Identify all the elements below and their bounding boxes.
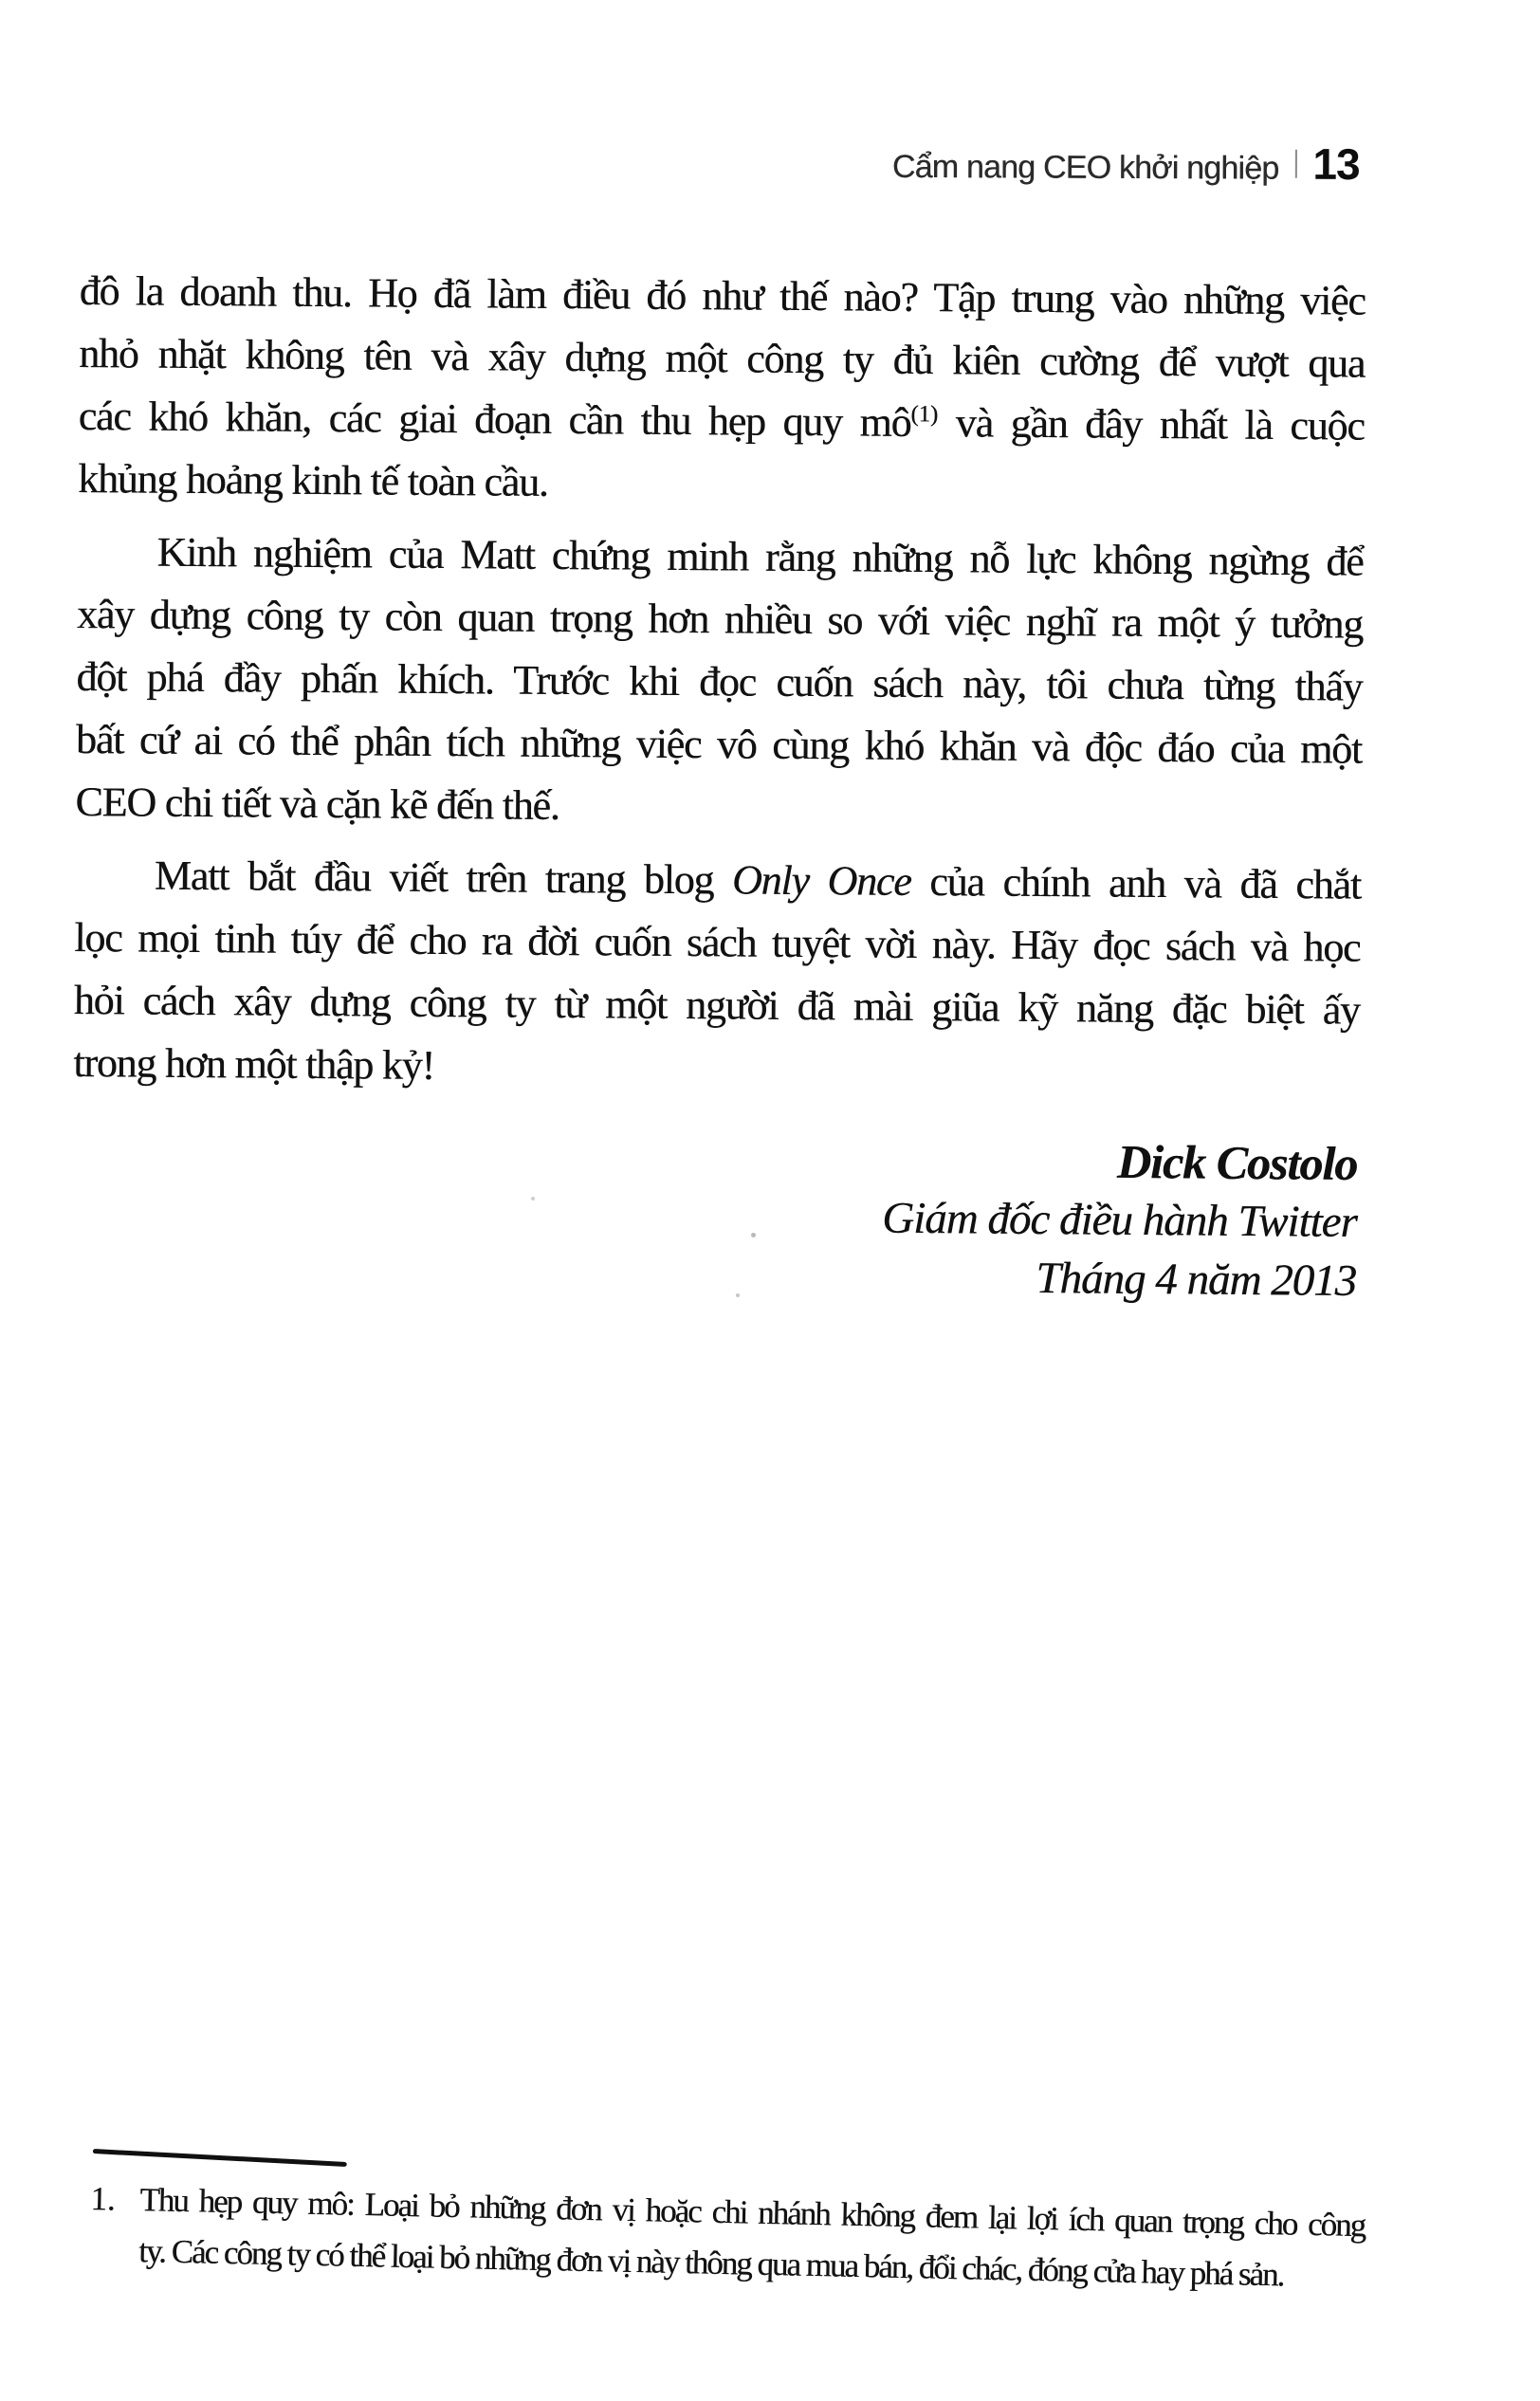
text-line: CEO chi tiết và cặn kẽ đến thế. [75, 778, 559, 829]
text-line: xây dựng công ty còn quan trọng hơn nhiều so với việc nghĩ ra một ý tưởng [76, 590, 1364, 648]
text-line: đột phá đầy phấn khích. Trước khi đọc cuốn sách này, tôi chưa từng thấy [76, 652, 1363, 710]
text-line: đô la doanh thu. Họ đã làm điều đó như thế nào? Tập trung vào những việc [79, 266, 1366, 324]
footnote-separator-rule [93, 2149, 347, 2167]
footnote-marker: 1. [90, 2179, 117, 2218]
paragraph-3 [73, 844, 1361, 1105]
text-line: khủng hoảng kinh tế toàn cầu. [77, 454, 548, 505]
page-number: 13 [1312, 138, 1360, 189]
text-line: hỏi cách xây dựng công ty từ một người đã mài giũa kỹ năng đặc biệt ấy [73, 976, 1361, 1034]
text-line: ty. Các công ty có thể loại bỏ những đơn vị này thông qua mua bán, đổi chác, đóng cửa hay phá sản. [138, 2232, 1284, 2294]
text-line: nhỏ nhặt không tên và xây dựng một công ty đủ kiên cường để vượt qua [79, 329, 1366, 387]
signature-block [882, 1130, 1358, 1310]
signature-name: Dick Costolo [1117, 1134, 1358, 1190]
text-line: các khó khăn, các giai đoạn cần thu hẹp quy $mô^{(1)}$ và gần đây nhất là cuộc [78, 392, 1365, 449]
text-line: Matt bắt đầu viết trên trang blog Only Once của chính anh và đã chắt [154, 852, 1362, 908]
body-text [73, 260, 1366, 1105]
scan-speck [531, 1197, 535, 1200]
text-line: Thu hẹp quy mô: Loại bỏ những đơn vị hoặc chi nhánh không đem lại lợi ích quan trọng cho công [139, 2181, 1366, 2245]
text-line: bất cứ ai có thể phân tích những việc vô cùng khó khăn và độc đáo của một [75, 715, 1363, 773]
footnote [89, 2173, 1366, 2302]
signature-title: Giám đốc điều hành Twitter [882, 1193, 1358, 1247]
text-line: Kinh nghiệm của Matt chứng minh rằng những nỗ lực không ngừng để [156, 528, 1364, 585]
footnote-text [138, 2174, 1366, 2302]
signature-date: Tháng 4 năm 2013 [1036, 1254, 1357, 1306]
running-header [892, 137, 1360, 190]
paragraph-2 [75, 521, 1364, 844]
header-separator-bar [1295, 150, 1297, 178]
book-title: Cẩm nang CEO khởi nghiệp [892, 148, 1279, 187]
text-line: lọc mọi tinh túy để cho ra đời cuốn sách tuyệt vời này. Hãy đọc sách và học [74, 913, 1361, 971]
scan-speck [736, 1293, 740, 1297]
paragraph-1 [78, 260, 1366, 521]
text-line: trong hơn một thập kỷ! [73, 1038, 435, 1089]
scan-speck [751, 1233, 756, 1237]
